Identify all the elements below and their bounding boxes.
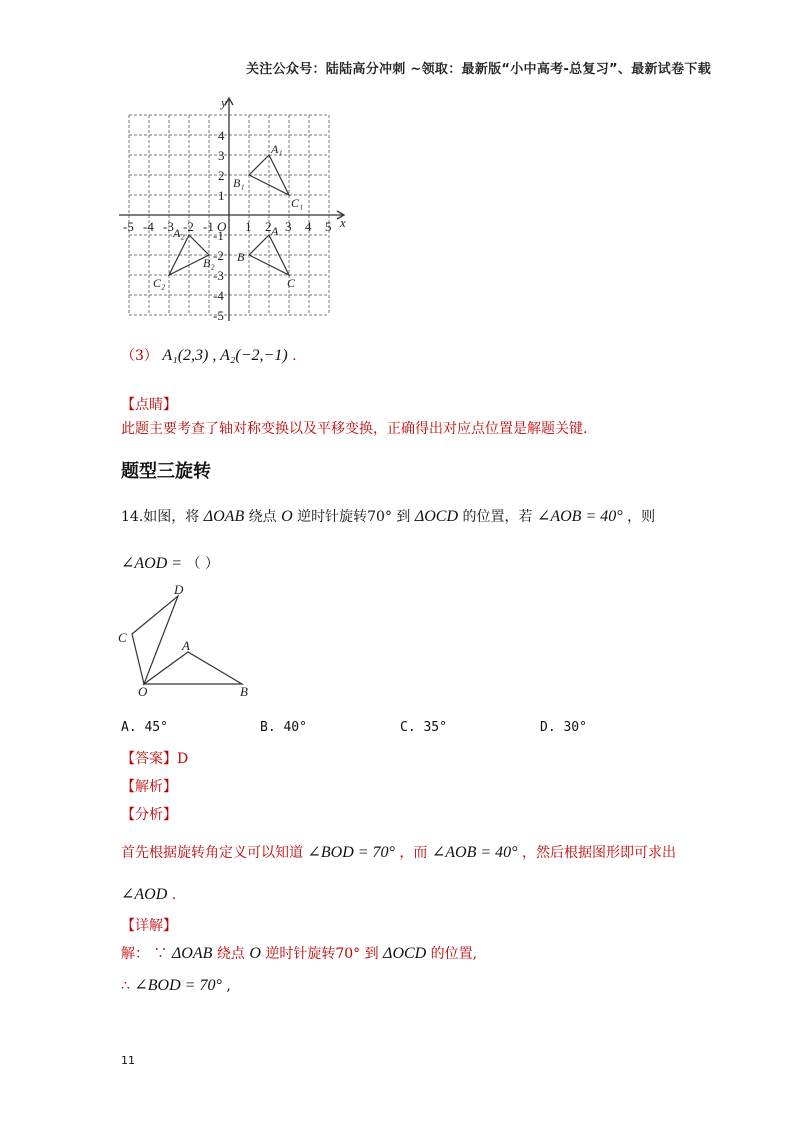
q14-text-5: ，则 — [627, 509, 656, 525]
fenxi-text-2: ，而 — [399, 845, 428, 861]
xiangjie-triangle-oab: ΔOAB — [171, 945, 213, 962]
xiangjie-line-1 — [121, 943, 477, 963]
x-tick: -4 — [143, 219, 154, 234]
xiangjie-line-2 — [121, 975, 231, 995]
y-tick: -4 — [213, 288, 224, 303]
jiexi-heading: 【解析】 — [121, 779, 177, 795]
x-tick: 5 — [325, 219, 332, 234]
y-tick: -5 — [213, 308, 224, 323]
point-label-c: C — [287, 276, 296, 290]
q14-triangle-ocd: ΔOCD — [414, 508, 459, 525]
rot-label-o: O — [138, 684, 148, 699]
option-d: D. 30° — [540, 720, 587, 735]
x-tick: 1 — [245, 219, 252, 234]
rot-label-b: B — [240, 684, 248, 699]
fenxi-line — [121, 842, 676, 862]
x-tick: 3 — [285, 219, 292, 234]
fenxi-heading: 【分析】 — [121, 807, 177, 823]
x-tick: -1 — [203, 219, 214, 234]
q14-paren: （ ） — [186, 556, 219, 572]
rot-label-c: C — [118, 630, 127, 645]
fenxi-text-1: 首先根据旋转角定义可以知道 — [121, 845, 303, 861]
rot-label-d: D — [174, 582, 184, 597]
rot-label-a: A — [182, 638, 190, 653]
xiangjie-heading: 【详解】 — [121, 918, 177, 934]
x-tick: -3 — [163, 219, 174, 234]
q14-text-2: 绕点 — [248, 509, 277, 525]
dianjing-text: 此题主要考查了轴对称变换以及平移变换，正确得出对应点位置是解题关键. — [121, 421, 588, 437]
part3-answer-line — [121, 345, 297, 365]
y-tick: 1 — [218, 188, 225, 203]
section-title: 题型三旋转 — [121, 461, 211, 482]
q14-text-4: 的位置，若 — [462, 509, 533, 525]
q14-ask: ∠AOD = — [121, 555, 183, 572]
answer-heading: 【答案】 — [121, 751, 177, 767]
because-symbol: ∵ — [153, 946, 168, 962]
fenxi-text-3: ，然后根据图形即可求出 — [522, 845, 676, 861]
page-header: 关注公众号：陆陆高分冲刺 ~领取：最新版“小中高考-总复习”、最新试卷下载 — [246, 62, 712, 77]
xiangjie-text-3: 逆时针旋转70° 到 — [265, 946, 379, 962]
fenxi-math-aod: ∠AOD — [121, 886, 168, 903]
option-a: A. 45° — [121, 720, 168, 735]
q14-point-o: O — [281, 508, 293, 525]
y-tick: -3 — [213, 268, 224, 283]
q14-text-3: 逆时针旋转70° 到 — [297, 509, 411, 525]
point-label-b1: B₁ — [233, 176, 245, 190]
fenxi-math-aob: ∠AOB = 40° — [431, 844, 518, 861]
origin-label: O — [217, 219, 227, 234]
option-b: B. 40° — [260, 720, 307, 735]
option-c: C. 35° — [400, 720, 447, 735]
part3-label: （3） — [121, 348, 158, 364]
answer-value: D — [177, 751, 189, 767]
x-tick: -5 — [123, 219, 134, 234]
therefore-symbol: ∴ — [121, 978, 130, 994]
question-14-stem — [121, 506, 655, 526]
xiangjie-math-bod: ∠BOD = 70° — [134, 977, 222, 994]
point-label-b2: B₂ — [203, 256, 215, 270]
point-label-c1: C₁ — [291, 196, 304, 210]
x-tick: 2 — [265, 219, 272, 234]
xiangjie-point-o: O — [249, 945, 261, 962]
dianjing-heading: 【点睛】 — [121, 397, 177, 413]
xiangjie-text-2: 绕点 — [216, 946, 245, 962]
answer-line — [121, 748, 188, 768]
triangle-oab — [144, 652, 242, 684]
point-label-a1: A₁ — [271, 142, 283, 156]
x-tick: -2 — [183, 219, 194, 234]
x-axis-label: x — [340, 215, 346, 230]
page-number: 11 — [121, 1054, 135, 1067]
rotation-figure — [112, 582, 262, 700]
y-tick: -1 — [213, 228, 224, 243]
xiangjie-triangle-ocd: ΔOCD — [383, 945, 427, 962]
xiangjie-text-1: 解： — [121, 946, 149, 962]
point-label-a: A — [271, 224, 279, 238]
y-tick: 4 — [218, 128, 225, 143]
q14-triangle-oab: ΔOAB — [203, 508, 245, 525]
fenxi-text-4: . — [171, 887, 177, 903]
question-14-ask — [121, 553, 219, 573]
xiangjie-end: , — [226, 978, 231, 994]
point-label-a2: A₂ — [173, 226, 185, 240]
point-label-c2: C₂ — [153, 276, 166, 290]
q14-condition: ∠AOB = 40° — [536, 508, 623, 525]
triangle-ocd — [132, 596, 178, 684]
y-axis-label: y — [221, 95, 227, 110]
point-label-b: B — [237, 250, 245, 264]
fenxi-line-2 — [121, 884, 176, 904]
fenxi-math-bod: ∠BOD = 70° — [307, 844, 395, 861]
coordinate-grid-figure — [115, 95, 355, 325]
x-tick: 4 — [305, 219, 312, 234]
q14-text-1: 14.如图，将 — [121, 509, 200, 525]
y-tick: -2 — [213, 248, 224, 263]
y-tick: 3 — [218, 148, 225, 163]
y-tick: 2 — [218, 168, 225, 183]
part3-answer: A₁(2,3) , A₂(−2,−1) — [162, 347, 288, 364]
part3-end: . — [292, 348, 297, 364]
xiangjie-text-4: 的位置, — [430, 946, 478, 962]
